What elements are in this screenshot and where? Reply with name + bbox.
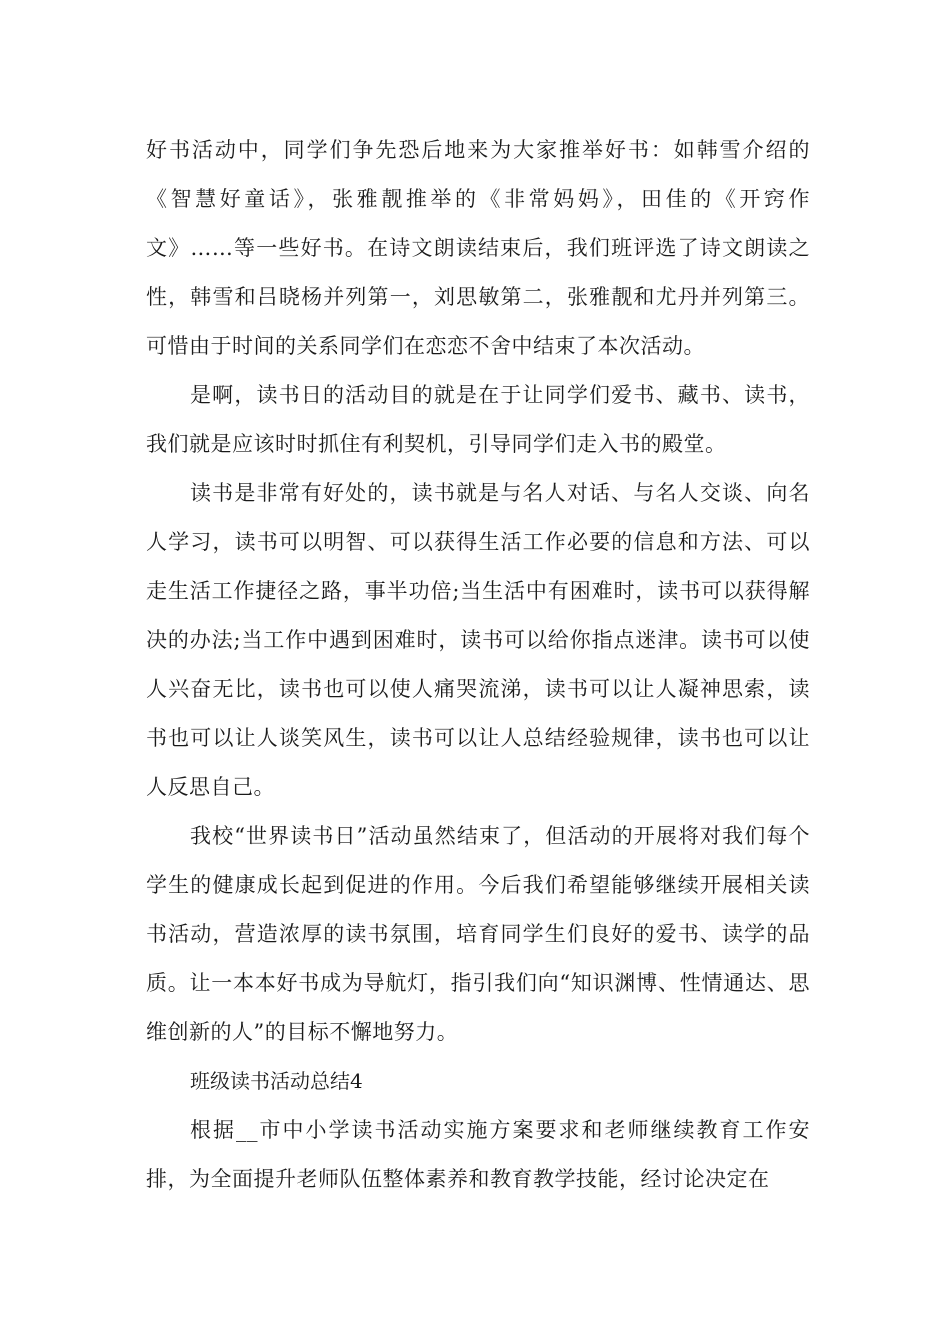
paragraph-benefits-of-reading: 读书是非常有好处的，读书就是与名人对话、与名人交谈、向名人学习，读书可以明智、可以获得生活工作必要的信息和方法、可以走生活工作捷径之路，事半功倍;当生活中有困难时，读书可以获得解决的办法;当工作中遇到困难时，读书可以给你指点迷津。读书可以使人兴奋无比，读书也可以使人痛哭流涕，读书可以让人凝神思索，读书也可以让人谈笑风生，读书可以让人总结经验规律，读书也可以让人反思自己。 [146, 481, 810, 799]
paragraph-reading-day-purpose: 是啊，读书日的活动目的就是在于让同学们爱书、藏书、读书，我们就是应该时时抓住有利契机，引导同学们走入书的殿堂。 [146, 383, 810, 456]
section-heading: 班级读书活动总结4 [190, 1069, 363, 1093]
paragraph-activity-recap: 好书活动中，同学们争先恐后地来为大家推举好书：如韩雪介绍的《智慧好童话》，张雅靓推举的《非常妈妈》，田佳的《开窍作文》……等一些好书。在诗文朗读结束后，我们班评选了诗文朗读之性，韩雪和吕晓杨并列第一，刘思敏第二，张雅靓和尤丹并列第三。可惜由于时间的关系同学们在恋恋不舍中结束了本次活动。 [146, 138, 810, 358]
paragraph-school-outlook: 我校“世界读书日”活动虽然结束了，但活动的开展将对我们每个学生的健康成长起到促进的作用。今后我们希望能够继续开展相关读书活动，营造浓厚的读书氛围，培育同学生们良好的爱书、读学的品质。让一本本好书成为导航灯，指引我们向“知识渊博、性情通达、思维创新的人”的目标不懈地努力。 [146, 824, 810, 1044]
paragraph-section-intro: 根据__市中小学读书活动实施方案要求和老师继续教育工作安排，为全面提升老师队伍整体素养和教育教学技能，经讨论决定在 [146, 1118, 810, 1191]
document-body [146, 126, 810, 1204]
